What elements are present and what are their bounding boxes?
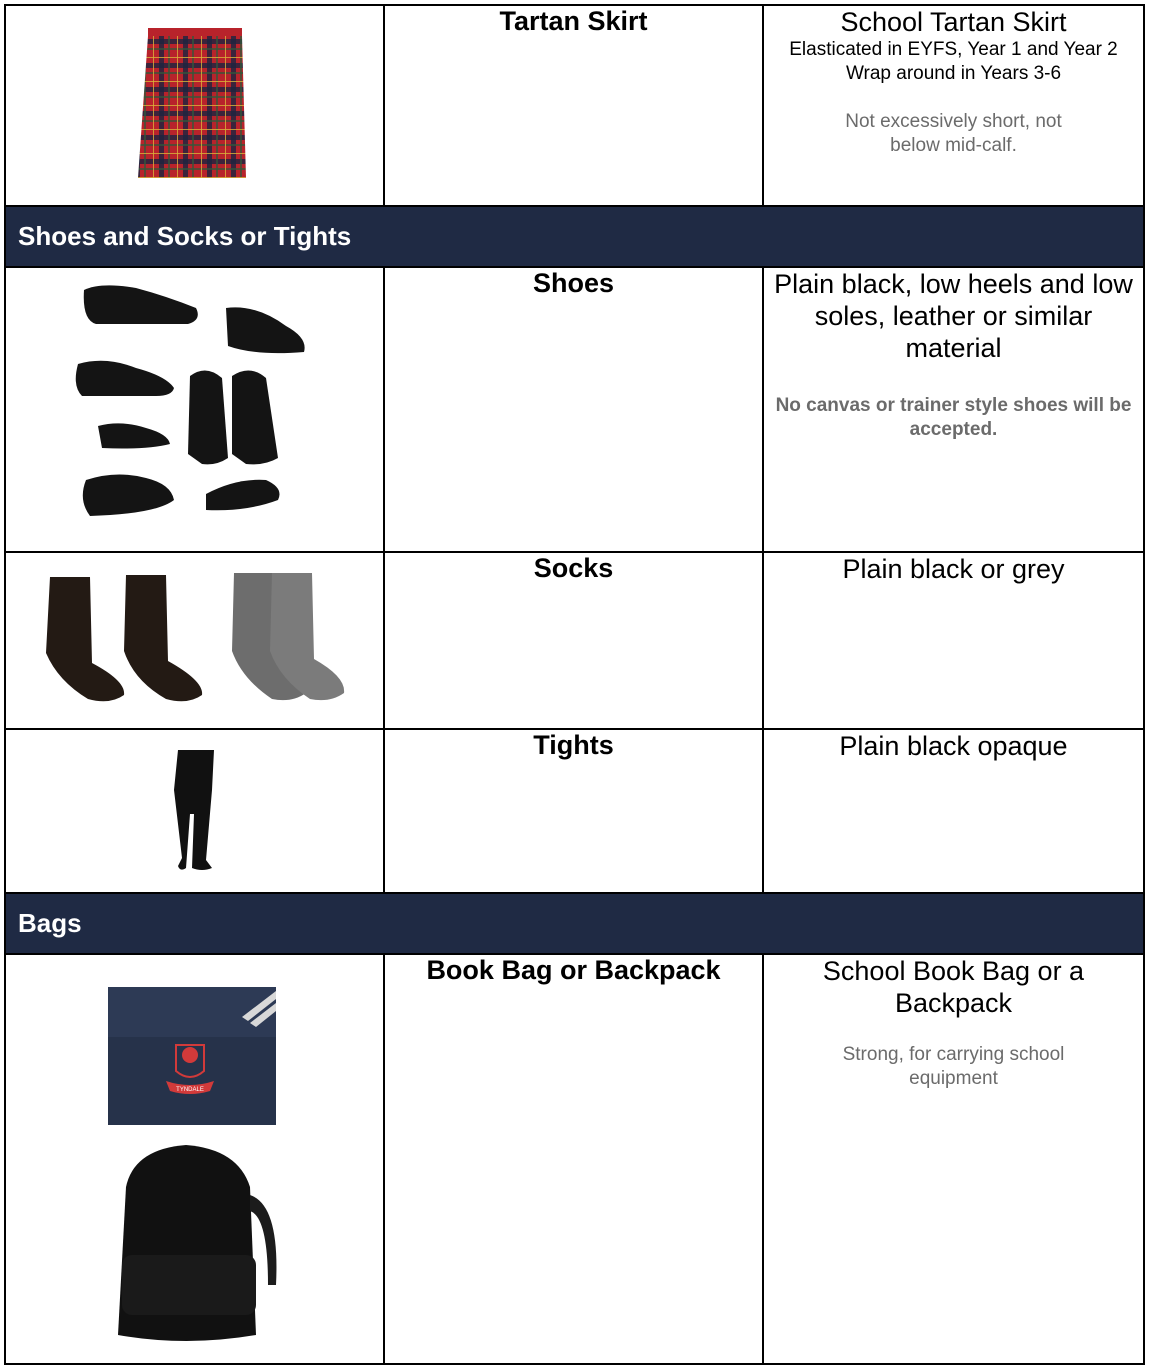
uniform-table	[4, 4, 1145, 1365]
bag-image-cell	[5, 954, 384, 1364]
desc-tights	[763, 729, 1144, 893]
desc-shoes	[763, 267, 1144, 552]
table-row-socks	[5, 552, 1144, 729]
tights-image	[6, 730, 381, 890]
skirt-note: Not excessively short, not below mid-calf.	[845, 111, 1062, 156]
socks-image-cell	[5, 552, 384, 729]
table-row-tights	[5, 729, 1144, 893]
desc-socks	[763, 552, 1144, 729]
shoes-image	[6, 268, 381, 549]
bag-note: Strong, for carrying school equipment	[842, 1044, 1065, 1089]
item-name-shoes: Shoes	[384, 267, 763, 552]
section-header-bags	[5, 893, 1144, 954]
book-bag-image	[108, 987, 276, 1125]
bag-image	[6, 955, 381, 1361]
desc-tartan-skirt	[763, 5, 1144, 206]
shoes-title: Plain black, low heels and low soles, leather or similar material	[774, 269, 1133, 363]
item-name-tights: Tights	[384, 729, 763, 893]
skirt-line-2: Wrap around in Years 3-6	[845, 63, 1062, 84]
socks-image	[6, 553, 381, 726]
tights-title: Plain black opaque	[839, 731, 1068, 761]
badge-text: TYNDALE	[176, 1087, 204, 1093]
table-row-bag	[5, 954, 1144, 1364]
shoes-note: No canvas or trainer style shoes will be accepted.	[775, 395, 1132, 440]
item-name-bag: Book Bag or Backpack	[384, 954, 763, 1364]
table-row-tartan-skirt	[5, 5, 1144, 206]
shoes-image-cell	[5, 267, 384, 552]
skirt-image-cell	[5, 5, 384, 206]
section-title-bags: Bags	[5, 893, 1144, 954]
desc-bag	[763, 954, 1144, 1364]
backpack-image	[118, 1145, 276, 1341]
bag-title: School Book Bag or a Backpack	[822, 956, 1085, 1018]
section-title-shoes-socks: Shoes and Socks or Tights	[5, 206, 1144, 267]
skirt-title: School Tartan Skirt	[840, 7, 1067, 37]
table-row-shoes	[5, 267, 1144, 552]
item-name-socks: Socks	[384, 552, 763, 729]
socks-title: Plain black or grey	[842, 554, 1065, 584]
item-name-tartan-skirt: Tartan Skirt	[384, 5, 763, 206]
skirt-line-1: Elasticated in EYFS, Year 1 and Year 2	[789, 39, 1118, 60]
tights-image-cell	[5, 729, 384, 893]
tartan-skirt-image	[6, 6, 381, 203]
section-header-shoes-socks	[5, 206, 1144, 267]
